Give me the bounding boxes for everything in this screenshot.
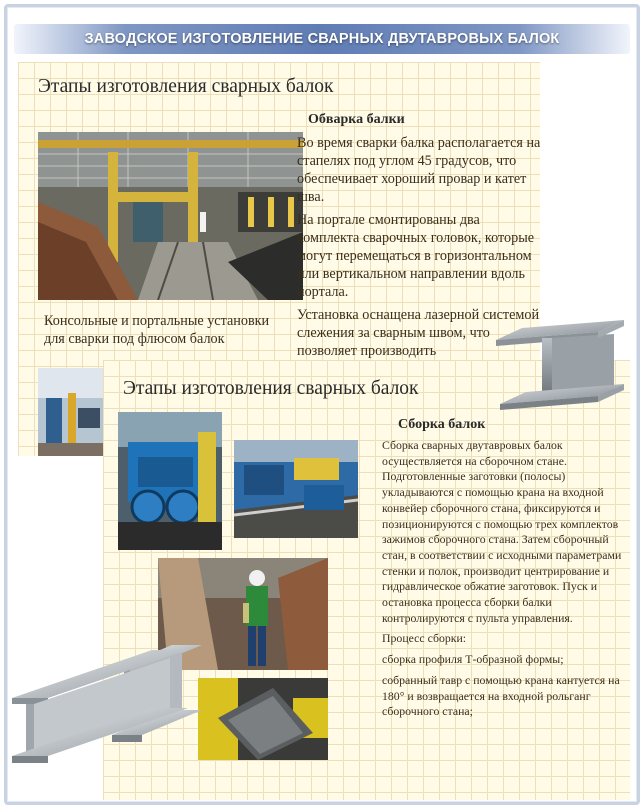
banner — [14, 24, 630, 54]
slide-subtitle: Обварка балки — [308, 112, 405, 127]
i-beam-image — [496, 318, 624, 420]
slide-title: Этапы изготовления сварных балок — [123, 378, 419, 399]
welding-station-photo — [38, 368, 104, 456]
paragraph: сборка профиля Т-образной формы; — [382, 652, 564, 667]
factory-welding-photo — [38, 132, 303, 300]
i-beam-pair-image — [12, 640, 202, 768]
paragraph: Во время сварки балка располагается на стапелях под углом 45 градусов, что обеспечивает хороший провар и катет шва. — [297, 135, 541, 205]
conveyor-photo — [234, 440, 358, 538]
beam-assembly-photo — [198, 678, 328, 760]
slide-subtitle: Сборка балок — [398, 417, 486, 432]
paragraph: Установка оснащена лазерной системой слежения за сварным швом, что позволяет производить — [297, 307, 540, 359]
assembly-machine-photo — [118, 412, 222, 550]
paragraph: собранный тавр с помощью крана кантуется на 180° и возвращается на входной рольганг сборочного стана; — [382, 672, 620, 719]
paragraph: Сборка сварных двутавровых балок осуществляется на сборочном стане. Подготовленные заготовки (полосы) укладываются с помощью крана на входной конвейер сборочного стана, фиксируются и позиционируются с помощью трех комплектов зажимов сборочного стана. Затем сборочный стан, в соответствии с исходными параметрами стенки и полок, производит центрирование и гидравлическое обжатие заготовок. Пуск и остановка процесса сборки балки контролируются с пульта управления. — [382, 438, 622, 625]
banner-title: ЗАВОДСКОЕ ИЗГОТОВЛЕНИЕ СВАРНЫХ ДВУТАВРОВЫХ БАЛОК — [84, 31, 560, 47]
slide-body — [382, 438, 630, 725]
slide-title: Этапы изготовления сварных балок — [38, 76, 334, 97]
paragraph: Процесс сборки: — [382, 631, 467, 646]
paragraph: На портале смонтированы два комплекта сварочных головок, которые могут перемещаться в горизонтальном или вертикальном направлении вдоль портала. — [297, 212, 535, 300]
photo-caption: Консольные и портальные установки для сварки под флюсом балок — [44, 313, 270, 347]
